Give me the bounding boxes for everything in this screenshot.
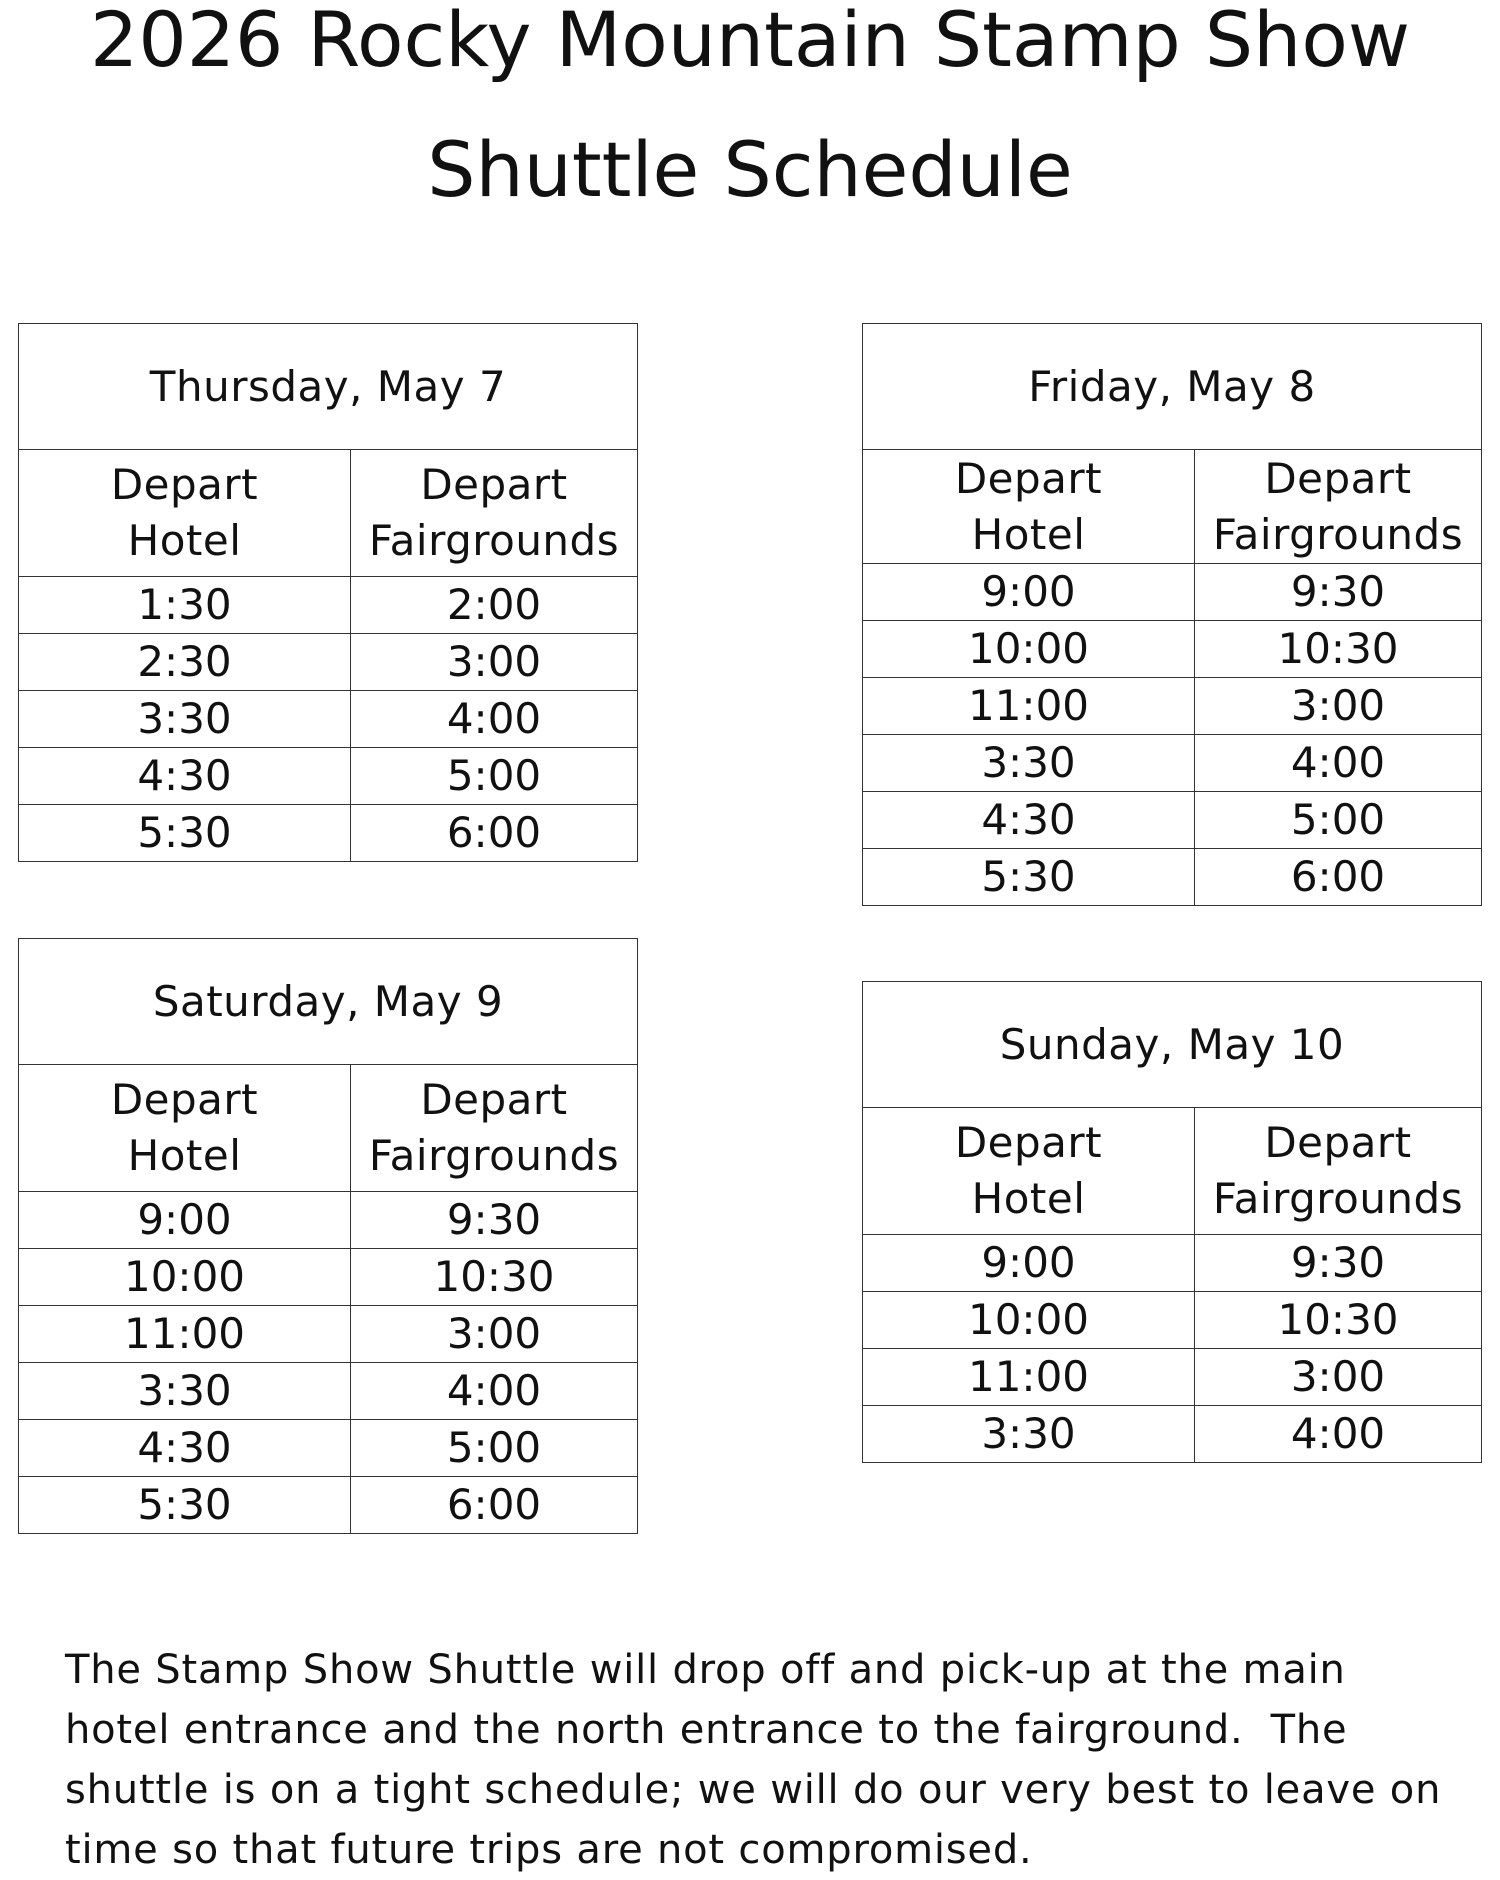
table-row bbox=[19, 1192, 638, 1249]
table-row bbox=[19, 634, 638, 691]
depart-hotel-time: 5:30 bbox=[19, 1477, 351, 1534]
page-title: 2026 Rocky Mountain Stamp Show bbox=[89, 0, 1411, 84]
column-header-line: Depart bbox=[110, 460, 259, 509]
depart-hotel-time: 3:30 bbox=[19, 691, 351, 748]
column-header-line: Depart bbox=[420, 1075, 568, 1124]
column-header-depart-hotel bbox=[863, 1108, 1195, 1235]
depart-hotel-time: 4:30 bbox=[19, 748, 351, 805]
depart-hotel-time: 2:30 bbox=[19, 634, 351, 691]
column-header-line: Hotel bbox=[127, 1131, 242, 1180]
note-line: time so that future trips are not compromised. bbox=[65, 1827, 1033, 1873]
depart-fairgrounds-time: 3:00 bbox=[1195, 1349, 1482, 1406]
schedule-table-sunday bbox=[862, 981, 1482, 1463]
page-subtitle: Shuttle Schedule bbox=[427, 125, 1073, 214]
table-row bbox=[863, 678, 1482, 735]
column-header-line: Fairgrounds bbox=[1212, 509, 1464, 559]
column-header-depart-hotel bbox=[19, 450, 351, 577]
depart-hotel-time: 9:00 bbox=[863, 1235, 1195, 1292]
depart-hotel-time: 10:00 bbox=[863, 621, 1195, 678]
column-header-line: Depart bbox=[954, 1118, 1103, 1167]
column-header-depart-fairgrounds bbox=[1195, 1108, 1482, 1235]
table-row bbox=[863, 792, 1482, 849]
column-header-line: Depart bbox=[110, 1075, 259, 1124]
depart-hotel-time: 11:00 bbox=[863, 678, 1195, 735]
table-row bbox=[863, 1292, 1482, 1349]
column-header-line: Hotel bbox=[127, 516, 242, 565]
depart-fairgrounds-time: 3:00 bbox=[351, 1306, 638, 1363]
column-header-line: Hotel bbox=[971, 1174, 1086, 1223]
column-header-line: Depart bbox=[954, 453, 1103, 503]
table-row bbox=[19, 1306, 638, 1363]
day-heading: Sunday, May 10 bbox=[863, 982, 1482, 1108]
table-row bbox=[19, 691, 638, 748]
depart-hotel-time: 11:00 bbox=[19, 1306, 351, 1363]
day-heading: Thursday, May 7 bbox=[19, 324, 638, 450]
depart-fairgrounds-time: 6:00 bbox=[351, 805, 638, 862]
table-row bbox=[19, 1477, 638, 1534]
column-header-line: Depart bbox=[1264, 453, 1412, 503]
depart-fairgrounds-time: 3:00 bbox=[1195, 678, 1482, 735]
table-row bbox=[19, 1420, 638, 1477]
table-row bbox=[19, 577, 638, 634]
depart-fairgrounds-time: 4:00 bbox=[1195, 735, 1482, 792]
depart-hotel-time: 9:00 bbox=[863, 564, 1195, 621]
depart-hotel-time: 3:30 bbox=[863, 1406, 1195, 1463]
column-header-line: Fairgrounds bbox=[368, 1131, 620, 1180]
column-header-line: Fairgrounds bbox=[1212, 1174, 1464, 1223]
depart-fairgrounds-time: 4:00 bbox=[351, 691, 638, 748]
table-row bbox=[863, 1349, 1482, 1406]
depart-fairgrounds-time: 4:00 bbox=[351, 1363, 638, 1420]
depart-hotel-time: 9:00 bbox=[19, 1192, 351, 1249]
day-heading: Saturday, May 9 bbox=[19, 939, 638, 1065]
column-header-depart-fairgrounds bbox=[1195, 450, 1482, 564]
depart-hotel-time: 10:00 bbox=[863, 1292, 1195, 1349]
depart-fairgrounds-time: 5:00 bbox=[351, 748, 638, 805]
depart-fairgrounds-time: 6:00 bbox=[1195, 849, 1482, 906]
table-row bbox=[19, 1363, 638, 1420]
depart-fairgrounds-time: 3:00 bbox=[351, 634, 638, 691]
table-row bbox=[863, 621, 1482, 678]
table-row bbox=[863, 1406, 1482, 1463]
depart-fairgrounds-time: 4:00 bbox=[1195, 1406, 1482, 1463]
day-heading: Friday, May 8 bbox=[863, 324, 1482, 450]
shuttle-note bbox=[65, 1640, 1465, 1880]
depart-fairgrounds-time: 2:00 bbox=[351, 577, 638, 634]
note-line: shuttle is on a tight schedule; we will do our very best to leave on bbox=[65, 1767, 1442, 1813]
depart-fairgrounds-time: 5:00 bbox=[351, 1420, 638, 1477]
schedule-table-friday bbox=[862, 323, 1482, 906]
column-header-line: Hotel bbox=[971, 509, 1086, 559]
depart-hotel-time: 5:30 bbox=[863, 849, 1195, 906]
depart-fairgrounds-time: 10:30 bbox=[351, 1249, 638, 1306]
table-row bbox=[19, 805, 638, 862]
table-row bbox=[863, 564, 1482, 621]
depart-hotel-time: 3:30 bbox=[863, 735, 1195, 792]
table-row bbox=[19, 1249, 638, 1306]
column-header-line: Depart bbox=[420, 460, 568, 509]
schedule-table-thursday bbox=[18, 323, 638, 862]
depart-hotel-time: 3:30 bbox=[19, 1363, 351, 1420]
depart-hotel-time: 5:30 bbox=[19, 805, 351, 862]
column-header-depart-fairgrounds bbox=[351, 450, 638, 577]
depart-fairgrounds-time: 5:00 bbox=[1195, 792, 1482, 849]
depart-fairgrounds-time: 9:30 bbox=[1195, 1235, 1482, 1292]
table-row bbox=[863, 849, 1482, 906]
note-line: hotel entrance and the north entrance to the fairground. The bbox=[65, 1707, 1348, 1753]
note-line: The Stamp Show Shuttle will drop off and pick-up at the main bbox=[65, 1647, 1346, 1693]
column-header-depart-fairgrounds bbox=[351, 1065, 638, 1192]
table-row bbox=[863, 735, 1482, 792]
table-row bbox=[19, 748, 638, 805]
depart-hotel-time: 4:30 bbox=[863, 792, 1195, 849]
column-header-line: Fairgrounds bbox=[368, 516, 620, 565]
column-header-depart-hotel bbox=[863, 450, 1195, 564]
depart-fairgrounds-time: 10:30 bbox=[1195, 621, 1482, 678]
depart-hotel-time: 1:30 bbox=[19, 577, 351, 634]
depart-hotel-time: 10:00 bbox=[19, 1249, 351, 1306]
depart-hotel-time: 11:00 bbox=[863, 1349, 1195, 1406]
depart-hotel-time: 4:30 bbox=[19, 1420, 351, 1477]
depart-fairgrounds-time: 6:00 bbox=[351, 1477, 638, 1534]
column-header-line: Depart bbox=[1264, 1118, 1412, 1167]
table-row bbox=[863, 1235, 1482, 1292]
depart-fairgrounds-time: 9:30 bbox=[351, 1192, 638, 1249]
depart-fairgrounds-time: 10:30 bbox=[1195, 1292, 1482, 1349]
depart-fairgrounds-time: 9:30 bbox=[1195, 564, 1482, 621]
column-header-depart-hotel bbox=[19, 1065, 351, 1192]
schedule-table-saturday bbox=[18, 938, 638, 1534]
